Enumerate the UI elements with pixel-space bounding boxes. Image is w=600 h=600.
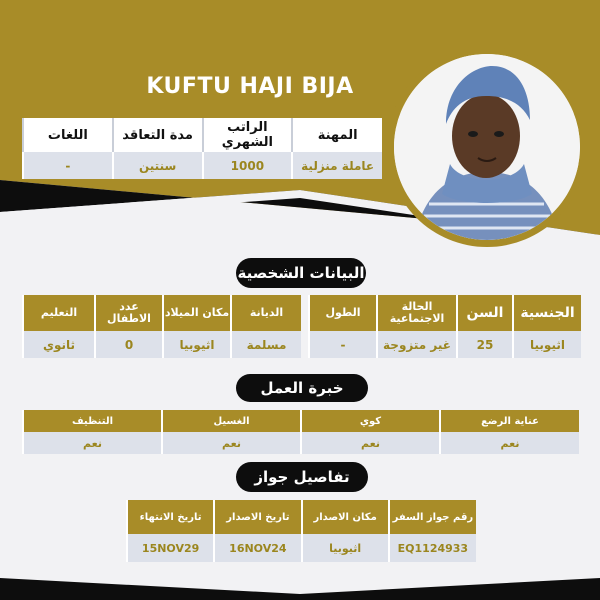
section-title-passport-text: تفاصيل جواز — [254, 468, 350, 486]
personal-value-children: 0 — [95, 331, 163, 358]
personal-value-age: 25 — [457, 331, 513, 358]
personal-info-table-right — [308, 295, 581, 358]
passport-header-expiry-date: تاريخ الانتهاء — [127, 500, 214, 534]
candidate-photo — [394, 54, 580, 240]
work-header-laundry: الغسيل — [162, 410, 301, 432]
passport-value-expiry-date: 15NOV29 — [127, 534, 214, 562]
job-header-profession: المهنة — [292, 118, 382, 152]
job-value-languages: - — [23, 152, 113, 179]
personal-header-birthplace: مكان الميلاد — [163, 295, 231, 331]
personal-value-education: ثانوي — [23, 331, 95, 358]
personal-info-table-left — [22, 295, 301, 358]
job-header-salary: الراتب الشهري — [203, 118, 293, 152]
personal-header-children: عدد الاطفال — [95, 295, 163, 331]
job-header-languages: اللغات — [23, 118, 113, 152]
job-value-profession: عاملة منزلية — [292, 152, 382, 179]
passport-table — [126, 500, 476, 562]
work-value-laundry: نعم — [162, 432, 301, 454]
personal-value-nationality: اثيوبيا — [513, 331, 581, 358]
section-title-personal-text: البيانات الشخصية — [237, 264, 365, 282]
work-experience-table — [22, 410, 579, 454]
bottom-decoration — [0, 578, 600, 600]
job-value-salary: 1000 — [203, 152, 293, 179]
personal-header-height: الطول — [309, 295, 377, 331]
personal-value-height: - — [309, 331, 377, 358]
personal-value-religion: مسلمة — [231, 331, 301, 358]
job-header-contract: مدة التعاقد — [113, 118, 203, 152]
passport-value-issue-place: اثيوبيا — [302, 534, 389, 562]
personal-header-education: التعليم — [23, 295, 95, 331]
passport-header-number: رقم جواز السفر — [389, 500, 476, 534]
passport-header-issue-date: تاريخ الاصدار — [214, 500, 301, 534]
work-header-cleaning: التنظيف — [23, 410, 162, 432]
candidate-name: KUFTU HAJI BIJA — [146, 74, 354, 99]
section-title-work — [236, 374, 368, 402]
section-title-work-text: خبرة العمل — [260, 379, 344, 397]
section-title-passport — [236, 462, 368, 492]
personal-header-religion: الديانة — [231, 295, 301, 331]
portrait-illustration — [394, 54, 580, 240]
personal-header-marital-status: الحالة الاجتماعية — [377, 295, 457, 331]
work-header-infant-care: عناية الرضع — [440, 410, 579, 432]
passport-header-issue-place: مكان الاصدار — [302, 500, 389, 534]
job-value-contract: سنتين — [113, 152, 203, 179]
job-summary-table — [22, 118, 382, 179]
personal-header-nationality: الجنسية — [513, 295, 581, 331]
section-title-personal — [236, 258, 366, 288]
work-value-infant-care: نعم — [440, 432, 579, 454]
personal-value-birthplace: اثيوبيا — [163, 331, 231, 358]
passport-value-issue-date: 16NOV24 — [214, 534, 301, 562]
personal-header-age: السن — [457, 295, 513, 331]
passport-value-number: EQ1124933 — [389, 534, 476, 562]
personal-value-marital-status: غير متزوجة — [377, 331, 457, 358]
work-header-ironing: كوي — [301, 410, 440, 432]
work-value-ironing: نعم — [301, 432, 440, 454]
work-value-cleaning: نعم — [23, 432, 162, 454]
